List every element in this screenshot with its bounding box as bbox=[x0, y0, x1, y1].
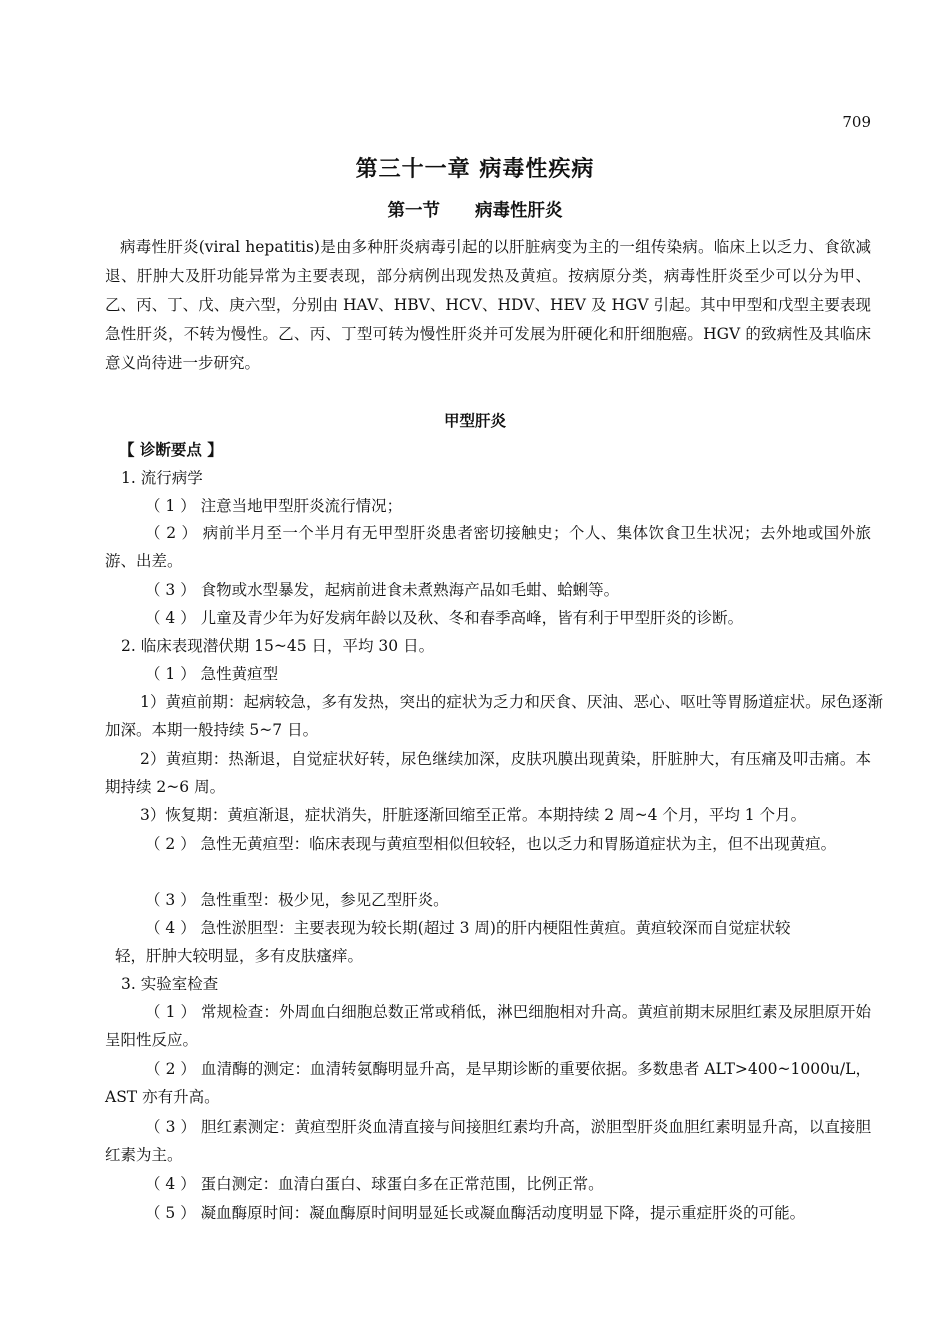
clinical-item-4-line-1: （ 4 ） 急性淤胆型：主要表现为较长期(超过 3 周)的肝内梗阻性黄疸。黄疸较深而自觉症状较 bbox=[145, 919, 791, 937]
epi-item-1: （ 1 ） 注意当地甲型肝炎流行情况； bbox=[145, 497, 403, 515]
clinical-stage-3: 3）恢复期：黄疸渐退，症状消失，肝脏逐渐回缩至正常。本期持续 2 周~4 个月，平均 1 个月。 bbox=[140, 806, 807, 824]
epi-heading: 1. 流行病学 bbox=[121, 469, 203, 487]
diagnosis-header: 【 诊断要点 】 bbox=[119, 441, 223, 459]
epi-item-4: （ 4 ） 儿童及青少年为好发病年龄以及秋、冬和春季高峰，皆有利于甲型肝炎的诊断。 bbox=[145, 609, 744, 627]
clinical-item-1: （ 1 ） 急性黄疸型 bbox=[145, 665, 279, 683]
page-number: 709 bbox=[842, 113, 871, 131]
clinical-item-2: （ 2 ） 急性无黄疸型：临床表现与黄疸型相似但较轻，也以乏力和胃肠道症状为主，但不出现黄疸。 bbox=[145, 835, 837, 853]
clinical-item-3: （ 3 ） 急性重型：极少见，参见乙型肝炎。 bbox=[145, 891, 449, 909]
chapter-title: 第三十一章 病毒性疾病 bbox=[355, 157, 595, 182]
lab-heading: 3. 实验室检查 bbox=[121, 975, 219, 993]
clinical-heading: 2. 临床表现潜伏期 15~45 日，平均 30 日。 bbox=[121, 637, 435, 655]
lab-item-2: （ 2 ） 血清酶的测定：血清转氨酶明显升高，是早期诊断的重要依据。多数患者 ALT>400~1000u/L，AST 亦有升高。 bbox=[105, 1060, 871, 1106]
epi-item-2: （ 2 ） 病前半月至一个半月有无甲型肝炎患者密切接触史；个人、集体饮食卫生状况；去外地或国外旅游、出差。 bbox=[105, 524, 871, 570]
clinical-item-4-line-2: 轻，肝肿大较明显，多有皮肤瘙痒。 bbox=[115, 947, 364, 965]
lab-item-5: （ 5 ） 凝血酶原时间：凝血酶原时间明显延长或凝血酶活动度明显下降，提示重症肝炎的可能。 bbox=[145, 1204, 806, 1222]
lab-item-3: （ 3 ） 胆红素测定：黄疸型肝炎血清直接与间接胆红素均升高，淤胆型肝炎血胆红素明显升高，以直接胆红素为主。 bbox=[105, 1118, 871, 1164]
epi-item-3: （ 3 ） 食物或水型暴发，起病前进食未煮熟海产品如毛蚶、蛤蜊等。 bbox=[145, 581, 620, 599]
lab-item-4: （ 4 ） 蛋白测定：血清白蛋白、球蛋白多在正常范围，比例正常。 bbox=[145, 1175, 604, 1193]
section-title: 第一节 病毒性肝炎 bbox=[387, 201, 563, 221]
lab-item-1: （ 1 ） 常规检查：外周血白细胞总数正常或稍低，淋巴细胞相对升高。黄疸前期末尿胆红素及尿胆原开始呈阳性反应。 bbox=[105, 1003, 871, 1049]
clinical-stage-1: 1）黄疸前期：起病较急，多有发热，突出的症状为乏力和厌食、厌油、恶心、呕吐等胃肠道症状。尿色逐渐加深。本期一般持续 5~7 日。 bbox=[105, 693, 883, 739]
clinical-stage-2: 2）黄疸期：热渐退，自觉症状好转，尿色继续加深，皮肤巩膜出现黄染，肝脏肿大，有压痛及叩击痛。本期持续 2~6 周。 bbox=[105, 750, 871, 796]
subsection-title: 甲型肝炎 bbox=[443, 412, 506, 430]
intro-paragraph: 病毒性肝炎(viral hepatitis)是由多种肝炎病毒引起的以肝脏病变为主的一组传染病。临床上以乏力、食欲减退、肝肿大及肝功能异常为主要表现，部分病例出现发热及黄疸。按病原分类，病毒性肝炎至少可以分为甲、乙、丙、丁、戊、庚六型，分别由 HAV、HBV、HCV、HDV、HEV 及 HGV 引起。其中甲型和戊型主要表现急性肝炎，不转为慢性。乙、丙、丁型可转为慢性肝炎并可发展为肝硬化和肝细胞癌。HGV 的致病性及其临床意义尚待进一步研究。 bbox=[105, 238, 871, 372]
